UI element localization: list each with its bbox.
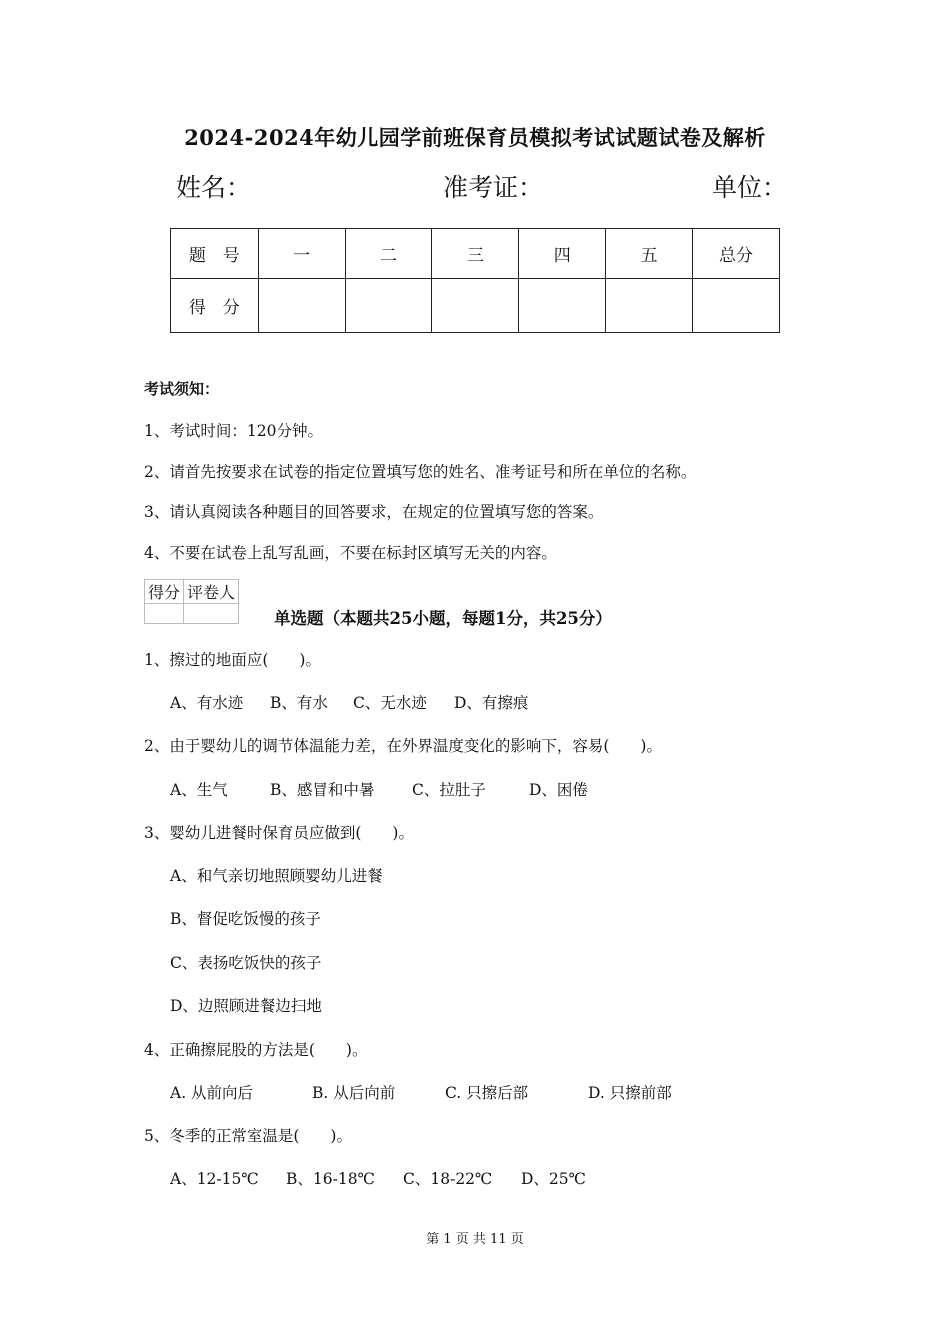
- score-table-row-label: 得 分: [171, 279, 259, 333]
- unit-field-label: 单位：: [712, 173, 788, 202]
- score-table-header-cell: 题 号: [171, 229, 259, 279]
- question-option[interactable]: A. 从前向后: [170, 1084, 254, 1102]
- question-option[interactable]: D、困倦: [529, 781, 588, 799]
- question-option[interactable]: B、有水: [270, 694, 328, 712]
- notice-item: 2、请首先按要求在试卷的指定位置填写您的姓名、准考证号和所在单位的名称。: [144, 463, 697, 481]
- question-option[interactable]: A、12-15℃: [170, 1170, 259, 1188]
- question-option[interactable]: D、25℃: [521, 1170, 586, 1188]
- question-option[interactable]: C、无水迹: [353, 694, 427, 712]
- score-table-header-row: [171, 229, 780, 279]
- question-option[interactable]: B、16-18℃: [286, 1170, 375, 1188]
- notice-item: 3、请认真阅读各种题目的回答要求，在规定的位置填写您的答案。: [144, 503, 604, 521]
- question-option[interactable]: D、有擦痕: [454, 694, 529, 712]
- score-table-header-cell: 一: [258, 229, 345, 279]
- grader-box: [144, 579, 239, 624]
- score-table-header-cell: 四: [519, 229, 606, 279]
- question-option[interactable]: A、生气: [170, 781, 228, 799]
- question-option[interactable]: B、感冒和中暑: [270, 781, 375, 799]
- score-table-header-cell: 三: [432, 229, 519, 279]
- exam-id-field-label: 准考证：: [443, 173, 544, 202]
- document-title: 2024-2024年幼儿园学前班保育员模拟考试试题试卷及解析: [184, 125, 766, 150]
- notice-item: 4、不要在试卷上乱写乱画，不要在标封区填写无关的内容。: [144, 544, 557, 562]
- score-cell[interactable]: [432, 279, 519, 333]
- question-stem: 1、擦过的地面应( )。: [144, 651, 321, 669]
- score-table-score-row: [171, 279, 780, 333]
- name-field-label: 姓名：: [176, 173, 252, 202]
- grader-box-grader-cell[interactable]: [184, 604, 239, 624]
- question-option[interactable]: C、18-22℃: [403, 1170, 493, 1188]
- score-cell[interactable]: [345, 279, 432, 333]
- score-cell[interactable]: [606, 279, 693, 333]
- question-option[interactable]: A、和气亲切地照顾婴幼儿进餐: [170, 867, 383, 885]
- grader-box-score-cell[interactable]: [145, 604, 184, 624]
- question-option[interactable]: C、表扬吃饭快的孩子: [170, 954, 322, 972]
- notice-heading: 考试须知：: [144, 380, 220, 398]
- score-table: [170, 228, 780, 333]
- question-option[interactable]: B、督促吃饭慢的孩子: [170, 910, 321, 928]
- score-table-header-cell: 总分: [693, 229, 780, 279]
- grader-box-score-label: 得分: [145, 580, 184, 604]
- section-title: 单选题（本题共25小题，每题1分，共25分）: [274, 609, 612, 628]
- question-stem: 5、冬季的正常室温是( )。: [144, 1127, 352, 1145]
- question-option[interactable]: D. 只擦前部: [588, 1084, 672, 1102]
- score-cell[interactable]: [693, 279, 780, 333]
- question-option[interactable]: C. 只擦后部: [445, 1084, 529, 1102]
- score-cell[interactable]: [519, 279, 606, 333]
- question-option[interactable]: C、拉肚子: [412, 781, 486, 799]
- grader-box-grader-label: 评卷人: [184, 580, 239, 604]
- notice-item: 1、考试时间：120分钟。: [144, 422, 323, 440]
- question-stem: 3、婴幼儿进餐时保育员应做到( )。: [144, 824, 414, 842]
- question-stem: 4、正确擦屁股的方法是( )。: [144, 1041, 368, 1059]
- page-footer: 第 1 页 共 11 页: [426, 1232, 524, 1247]
- score-cell[interactable]: [258, 279, 345, 333]
- score-table-header-cell: 二: [345, 229, 432, 279]
- question-option[interactable]: D、边照顾进餐边扫地: [170, 997, 322, 1015]
- question-stem: 2、由于婴幼儿的调节体温能力差，在外界温度变化的影响下，容易( )。: [144, 737, 662, 755]
- score-table-header-cell: 五: [606, 229, 693, 279]
- question-option[interactable]: A、有水迹: [170, 694, 244, 712]
- question-option[interactable]: B. 从后向前: [312, 1084, 396, 1102]
